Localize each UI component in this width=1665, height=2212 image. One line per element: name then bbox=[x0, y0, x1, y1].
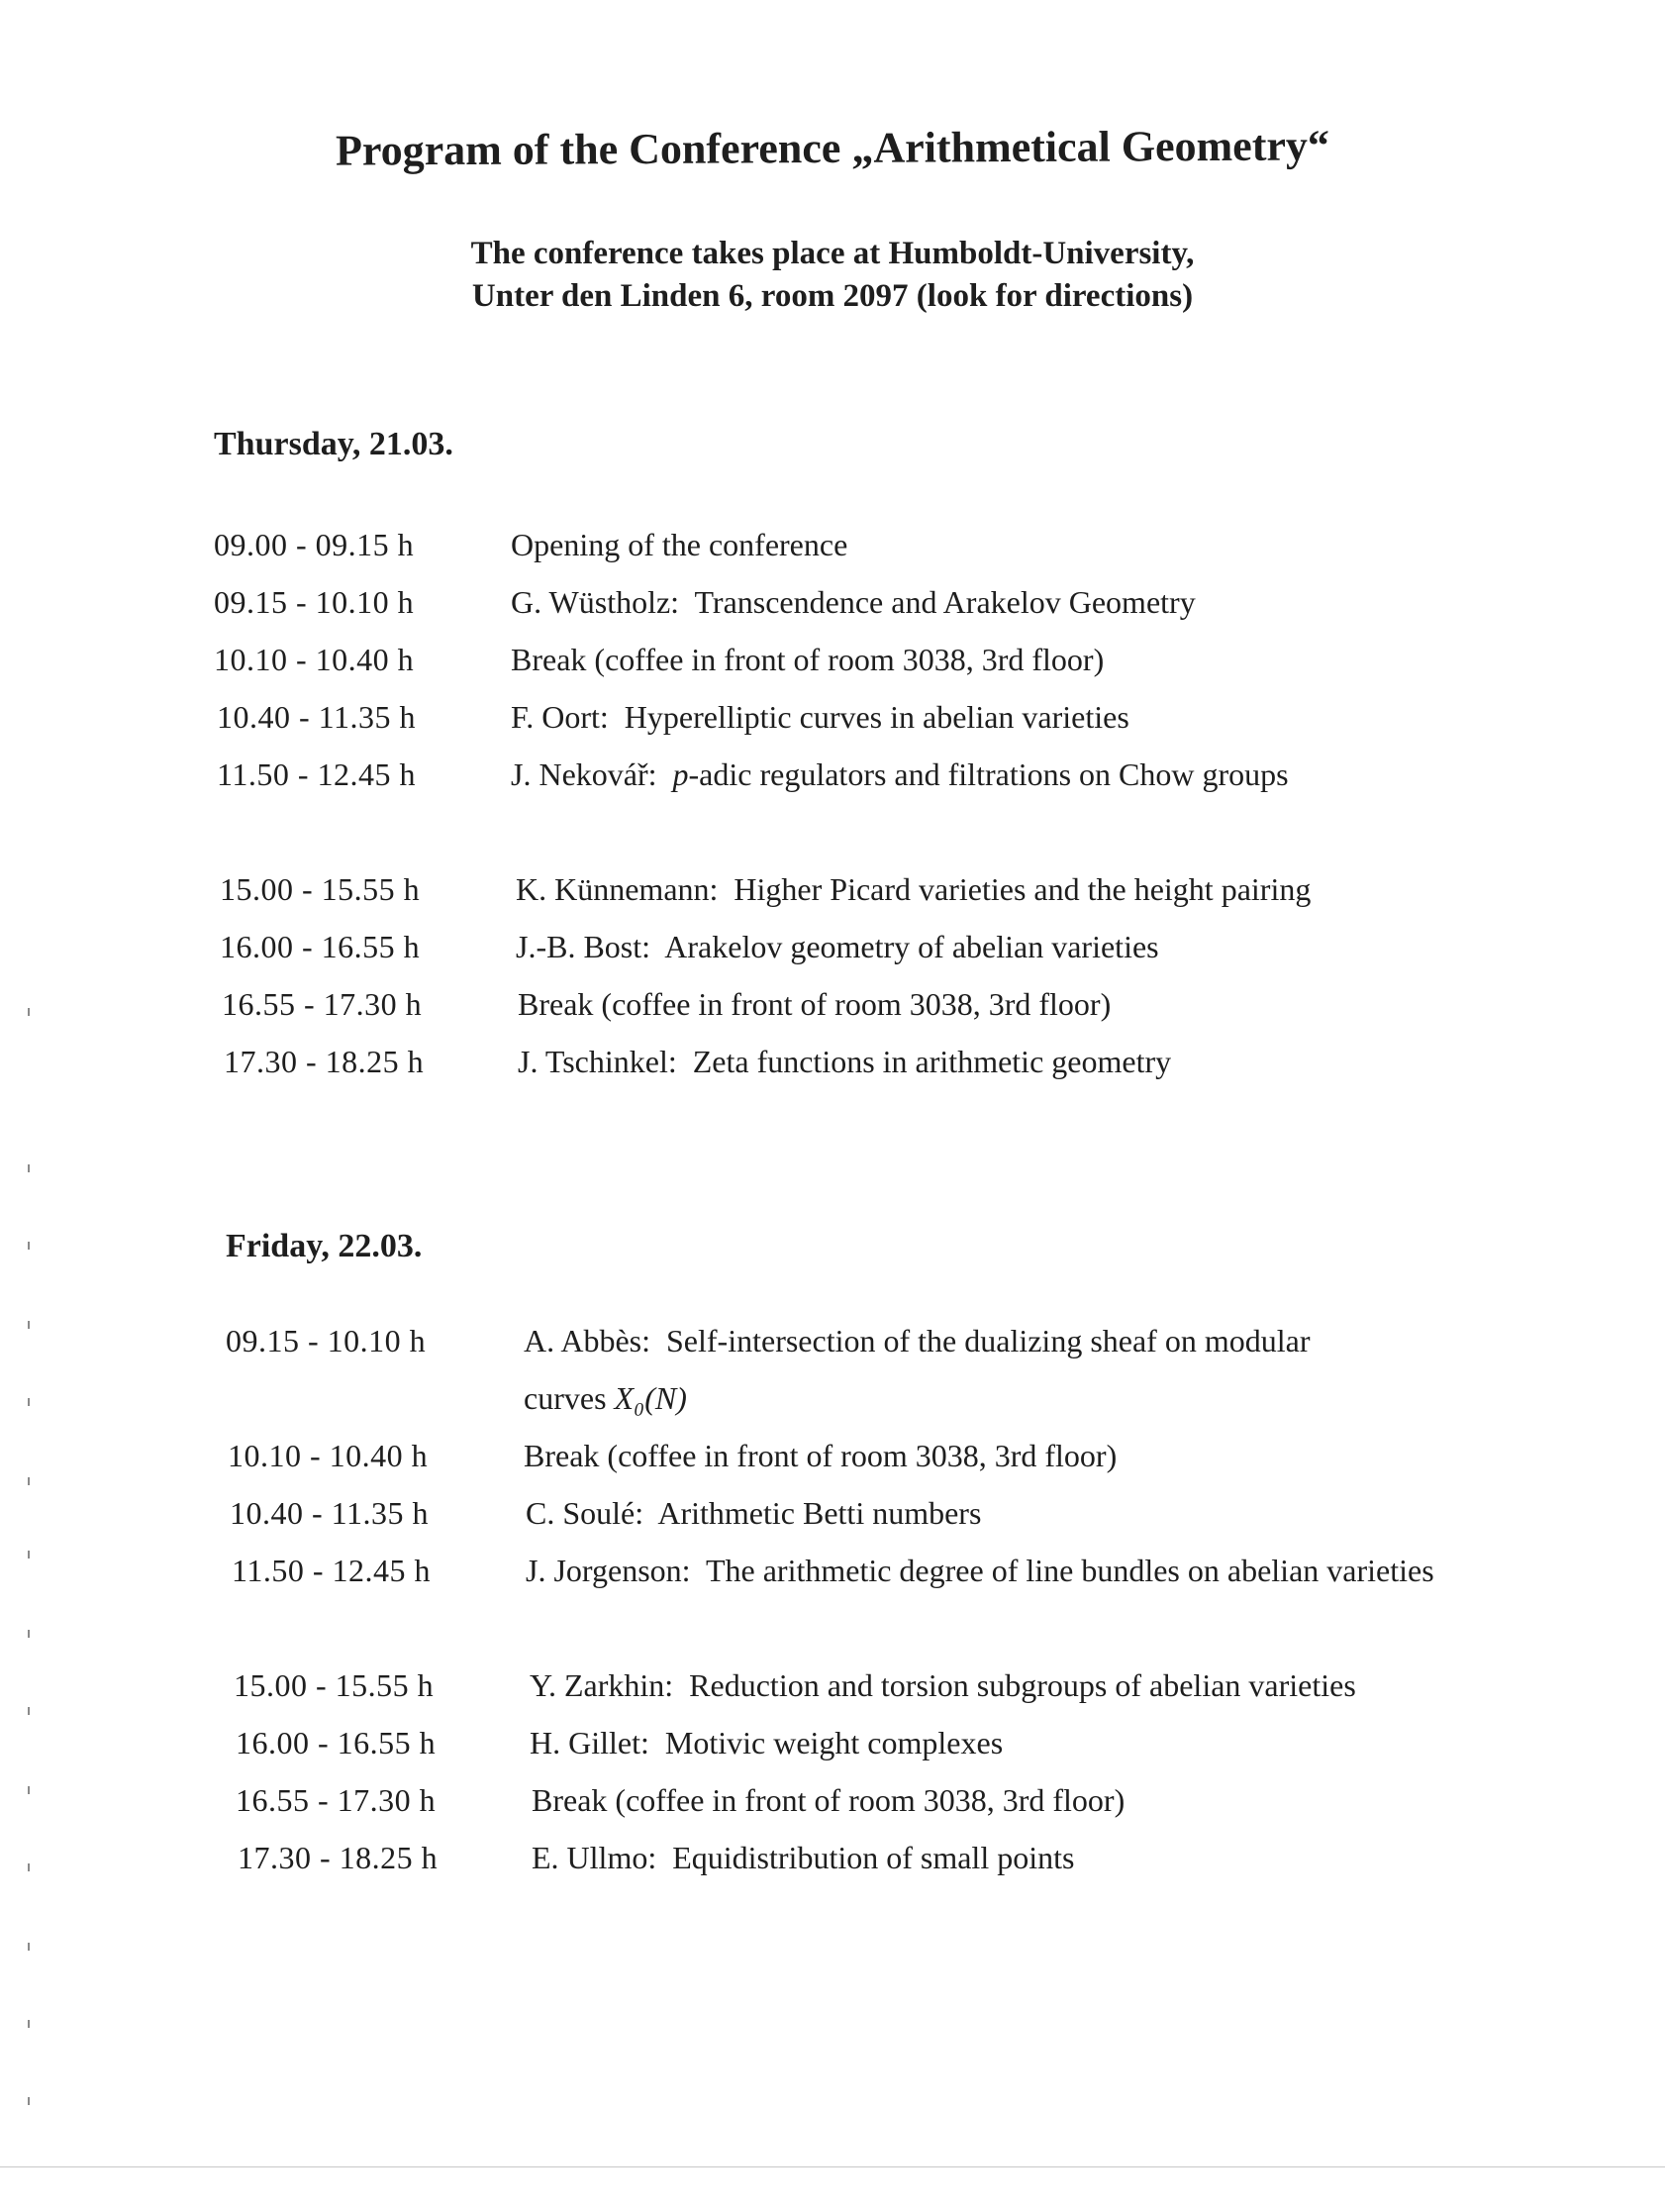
session-talk bbox=[516, 871, 1311, 908]
session-speaker: J. Jorgenson: bbox=[526, 1553, 691, 1588]
session-talk bbox=[524, 1323, 1310, 1359]
session-time: 16.00 - 16.55 h bbox=[220, 929, 421, 964]
session-topic-prefix: p bbox=[672, 756, 689, 792]
scan-mark bbox=[28, 1242, 30, 1250]
session-time: 16.00 - 16.55 h bbox=[236, 1725, 437, 1760]
session-topic: Break (coffee in front of room 3038, 3rd floor) bbox=[532, 1782, 1126, 1818]
session-topic: Break (coffee in front of room 3038, 3rd floor) bbox=[518, 986, 1112, 1022]
session-talk bbox=[530, 1725, 1003, 1761]
session-talk bbox=[511, 584, 1196, 621]
session-talk bbox=[511, 756, 1289, 793]
scan-mark bbox=[28, 1707, 30, 1715]
session-topic-continuation bbox=[524, 1380, 687, 1417]
location-line-1: The conference takes place at Humboldt-University, bbox=[470, 236, 1195, 271]
session-topic: Arithmetic Betti numbers bbox=[657, 1495, 982, 1531]
session-speaker: J. Tschinkel: bbox=[518, 1044, 677, 1079]
scan-mark bbox=[28, 1321, 30, 1329]
session-talk bbox=[516, 929, 1159, 965]
session-time: 15.00 - 15.55 h bbox=[234, 1667, 435, 1703]
session-time: 09.15 - 10.10 h bbox=[214, 584, 415, 620]
session-speaker: A. Abbès: bbox=[524, 1323, 650, 1358]
session-topic-math: X₀(N) bbox=[614, 1380, 687, 1416]
session-time: 16.55 - 17.30 h bbox=[236, 1782, 437, 1818]
session-speaker: H. Gillet: bbox=[530, 1725, 649, 1760]
scan-mark bbox=[28, 1477, 30, 1485]
session-talk bbox=[518, 1044, 1171, 1080]
session-time: 11.50 - 12.45 h bbox=[232, 1553, 431, 1588]
session-time: 17.30 - 18.25 h bbox=[224, 1044, 425, 1079]
session-topic: Self-intersection of the dualizing sheaf on modular bbox=[666, 1323, 1311, 1358]
session-topic: Arakelov geometry of abelian varieties bbox=[664, 929, 1159, 964]
session-time: 17.30 - 18.25 h bbox=[238, 1840, 439, 1875]
scan-mark bbox=[28, 1630, 30, 1638]
scan-edge-line bbox=[0, 2166, 1665, 2167]
session-topic-line2: curves bbox=[524, 1380, 607, 1416]
session-topic: Opening of the conference bbox=[511, 527, 848, 562]
session-topic: -adic regulators and filtrations on Chow groups bbox=[688, 756, 1289, 792]
session-time: 10.40 - 11.35 h bbox=[230, 1495, 429, 1531]
scan-mark bbox=[28, 1551, 30, 1558]
session-topic: Equidistribution of small points bbox=[672, 1840, 1075, 1875]
location-line-2: Unter den Linden 6, room 2097 (look for directions) bbox=[471, 278, 1194, 314]
session-time: 16.55 - 17.30 h bbox=[222, 986, 423, 1022]
session-speaker: J. Nekovář: bbox=[511, 756, 657, 792]
session-topic: Break (coffee in front of room 3038, 3rd floor) bbox=[524, 1438, 1118, 1473]
session-speaker: K. Künnemann: bbox=[516, 871, 719, 907]
page-title: Program of the Conference „Arithmetical Geometry“ bbox=[335, 121, 1330, 175]
session-topic: Transcendence and Arakelov Geometry bbox=[694, 584, 1196, 620]
session-time: 10.40 - 11.35 h bbox=[217, 699, 416, 735]
session-speaker: Y. Zarkhin: bbox=[530, 1667, 674, 1703]
session-talk bbox=[526, 1553, 1434, 1589]
day-heading-friday: Friday, 22.03. bbox=[226, 1228, 423, 1264]
scan-mark bbox=[28, 1786, 30, 1794]
session-topic: The arithmetic degree of line bundles on abelian varieties bbox=[705, 1553, 1434, 1588]
session-topic: Reduction and torsion subgroups of abelian varieties bbox=[689, 1667, 1356, 1703]
session-time: 10.10 - 10.40 h bbox=[214, 642, 415, 677]
session-topic: Motivic weight complexes bbox=[664, 1725, 1004, 1760]
scan-mark bbox=[28, 1863, 30, 1871]
day-heading-thursday: Thursday, 21.03. bbox=[214, 426, 453, 462]
scan-mark bbox=[28, 1008, 30, 1016]
session-topic: Hyperelliptic curves in abelian varieties bbox=[624, 699, 1129, 735]
scan-mark bbox=[28, 2020, 30, 2028]
scan-mark bbox=[28, 1943, 30, 1951]
session-time: 11.50 - 12.45 h bbox=[217, 756, 416, 792]
session-time: 15.00 - 15.55 h bbox=[220, 871, 421, 907]
scan-mark bbox=[28, 1398, 30, 1406]
session-time: 10.10 - 10.40 h bbox=[228, 1438, 429, 1473]
session-speaker: C. Soulé: bbox=[526, 1495, 644, 1531]
session-talk bbox=[532, 1840, 1074, 1876]
scan-mark bbox=[28, 2097, 30, 2105]
session-talk bbox=[530, 1667, 1356, 1704]
session-topic: Break (coffee in front of room 3038, 3rd floor) bbox=[511, 642, 1105, 677]
session-speaker: G. Wüstholz: bbox=[511, 584, 680, 620]
session-topic: Higher Picard varieties and the height pairing bbox=[734, 871, 1312, 907]
session-speaker: J.-B. Bost: bbox=[516, 929, 651, 964]
session-talk bbox=[511, 699, 1129, 736]
session-speaker: F. Oort: bbox=[511, 699, 609, 735]
location-info bbox=[0, 233, 1665, 318]
session-time: 09.15 - 10.10 h bbox=[226, 1323, 427, 1358]
scan-mark bbox=[28, 1164, 30, 1172]
session-topic: Zeta functions in arithmetic geometry bbox=[692, 1044, 1172, 1079]
session-talk bbox=[526, 1495, 981, 1532]
session-time: 09.00 - 09.15 h bbox=[214, 527, 415, 562]
session-speaker: E. Ullmo: bbox=[532, 1840, 657, 1875]
